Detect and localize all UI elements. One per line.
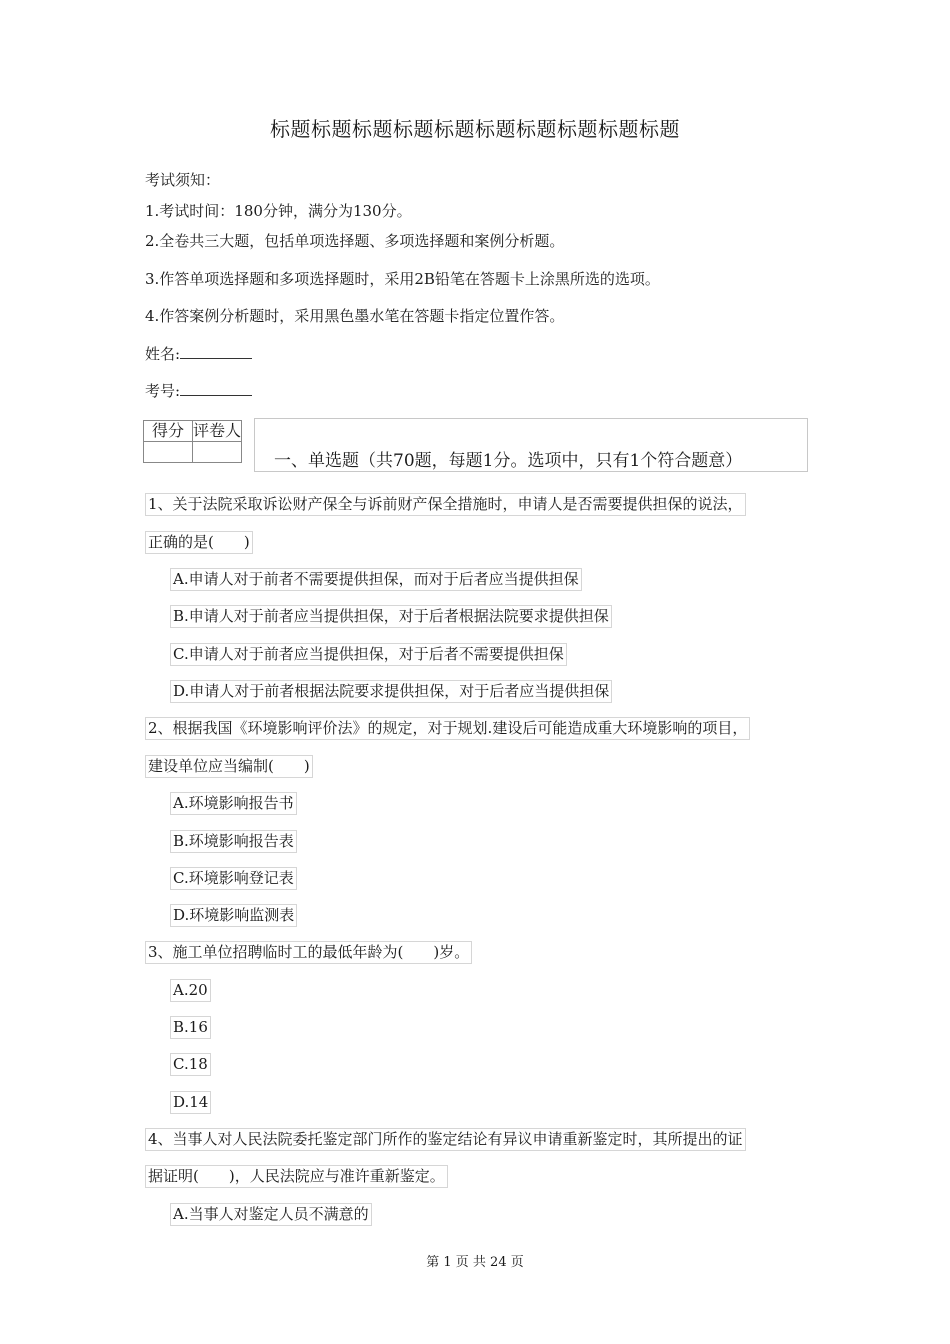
question-stem: 2、根据我国《环境影响评价法》的规定，对于规划.建设后可能造成重大环境影响的项目， xyxy=(145,718,750,738)
question-option: C.环境影响登记表 xyxy=(170,868,297,888)
score-header: 得分 xyxy=(144,421,193,442)
question-option: C.申请人对于前者应当提供担保，对于后者不需要提供担保 xyxy=(170,644,567,664)
question-option: A.环境影响报告书 xyxy=(170,793,297,813)
score-table xyxy=(143,420,242,463)
question-option: D.申请人对于前者根据法院要求提供担保，对于后者应当提供担保 xyxy=(170,681,612,701)
grader-header: 评卷人 xyxy=(193,421,242,440)
question-stem: 3、施工单位招聘临时工的最低年龄为( )岁。 xyxy=(145,942,472,962)
question-stem: 建设单位应当编制( ) xyxy=(145,756,313,776)
notice-heading: 考试须知： xyxy=(145,171,221,189)
question-option: B.16 xyxy=(170,1017,211,1037)
id-blank xyxy=(180,381,252,396)
question-option: D.环境影响监测表 xyxy=(170,905,297,925)
question-option: B.申请人对于前者应当提供担保，对于后者根据法院要求提供担保 xyxy=(170,606,612,626)
question-option: A.申请人对于前者不需要提供担保，而对于后者应当提供担保 xyxy=(170,569,582,589)
id-label: 考号: xyxy=(145,382,181,400)
page-title: 标题标题标题标题标题标题标题标题标题标题 xyxy=(270,117,680,141)
question-option: A.当事人对鉴定人员不满意的 xyxy=(170,1204,372,1224)
question-stem: 4、当事人对人民法院委托鉴定部门所作的鉴定结论有异议申请重新鉴定时，其所提出的证 xyxy=(145,1129,746,1149)
question-stem: 据证明( )，人民法院应与准许重新鉴定。 xyxy=(145,1166,448,1186)
grader-cell xyxy=(193,442,242,463)
notice-item: 1.考试时间：180分钟，满分为130分。 xyxy=(145,202,412,220)
score-cell xyxy=(144,442,193,463)
page-footer: 第 1 页 共 24 页 xyxy=(426,1255,524,1270)
question-option: A.20 xyxy=(170,980,211,1000)
question-option: C.18 xyxy=(170,1054,211,1074)
section-heading: 一、单选题（共70题，每题1分。选项中，只有1个符合题意） xyxy=(274,451,743,471)
name-label: 姓名: xyxy=(145,345,181,363)
notice-item: 3.作答单项选择题和多项选择题时，采用2B铅笔在答题卡上涂黑所选的选项。 xyxy=(145,270,660,288)
notice-item: 4.作答案例分析题时，采用黑色墨水笔在答题卡指定位置作答。 xyxy=(145,307,565,325)
name-blank xyxy=(180,344,252,359)
question-stem: 1、关于法院采取诉讼财产保全与诉前财产保全措施时，申请人是否需要提供担保的说法， xyxy=(145,494,746,514)
id-field xyxy=(145,381,252,401)
question-option: B.环境影响报告表 xyxy=(170,831,297,851)
name-field xyxy=(145,344,252,364)
notice-item: 2.全卷共三大题，包括单项选择题、多项选择题和案例分析题。 xyxy=(145,232,565,250)
question-stem: 正确的是( ) xyxy=(145,532,253,552)
question-option: D.14 xyxy=(170,1092,211,1112)
